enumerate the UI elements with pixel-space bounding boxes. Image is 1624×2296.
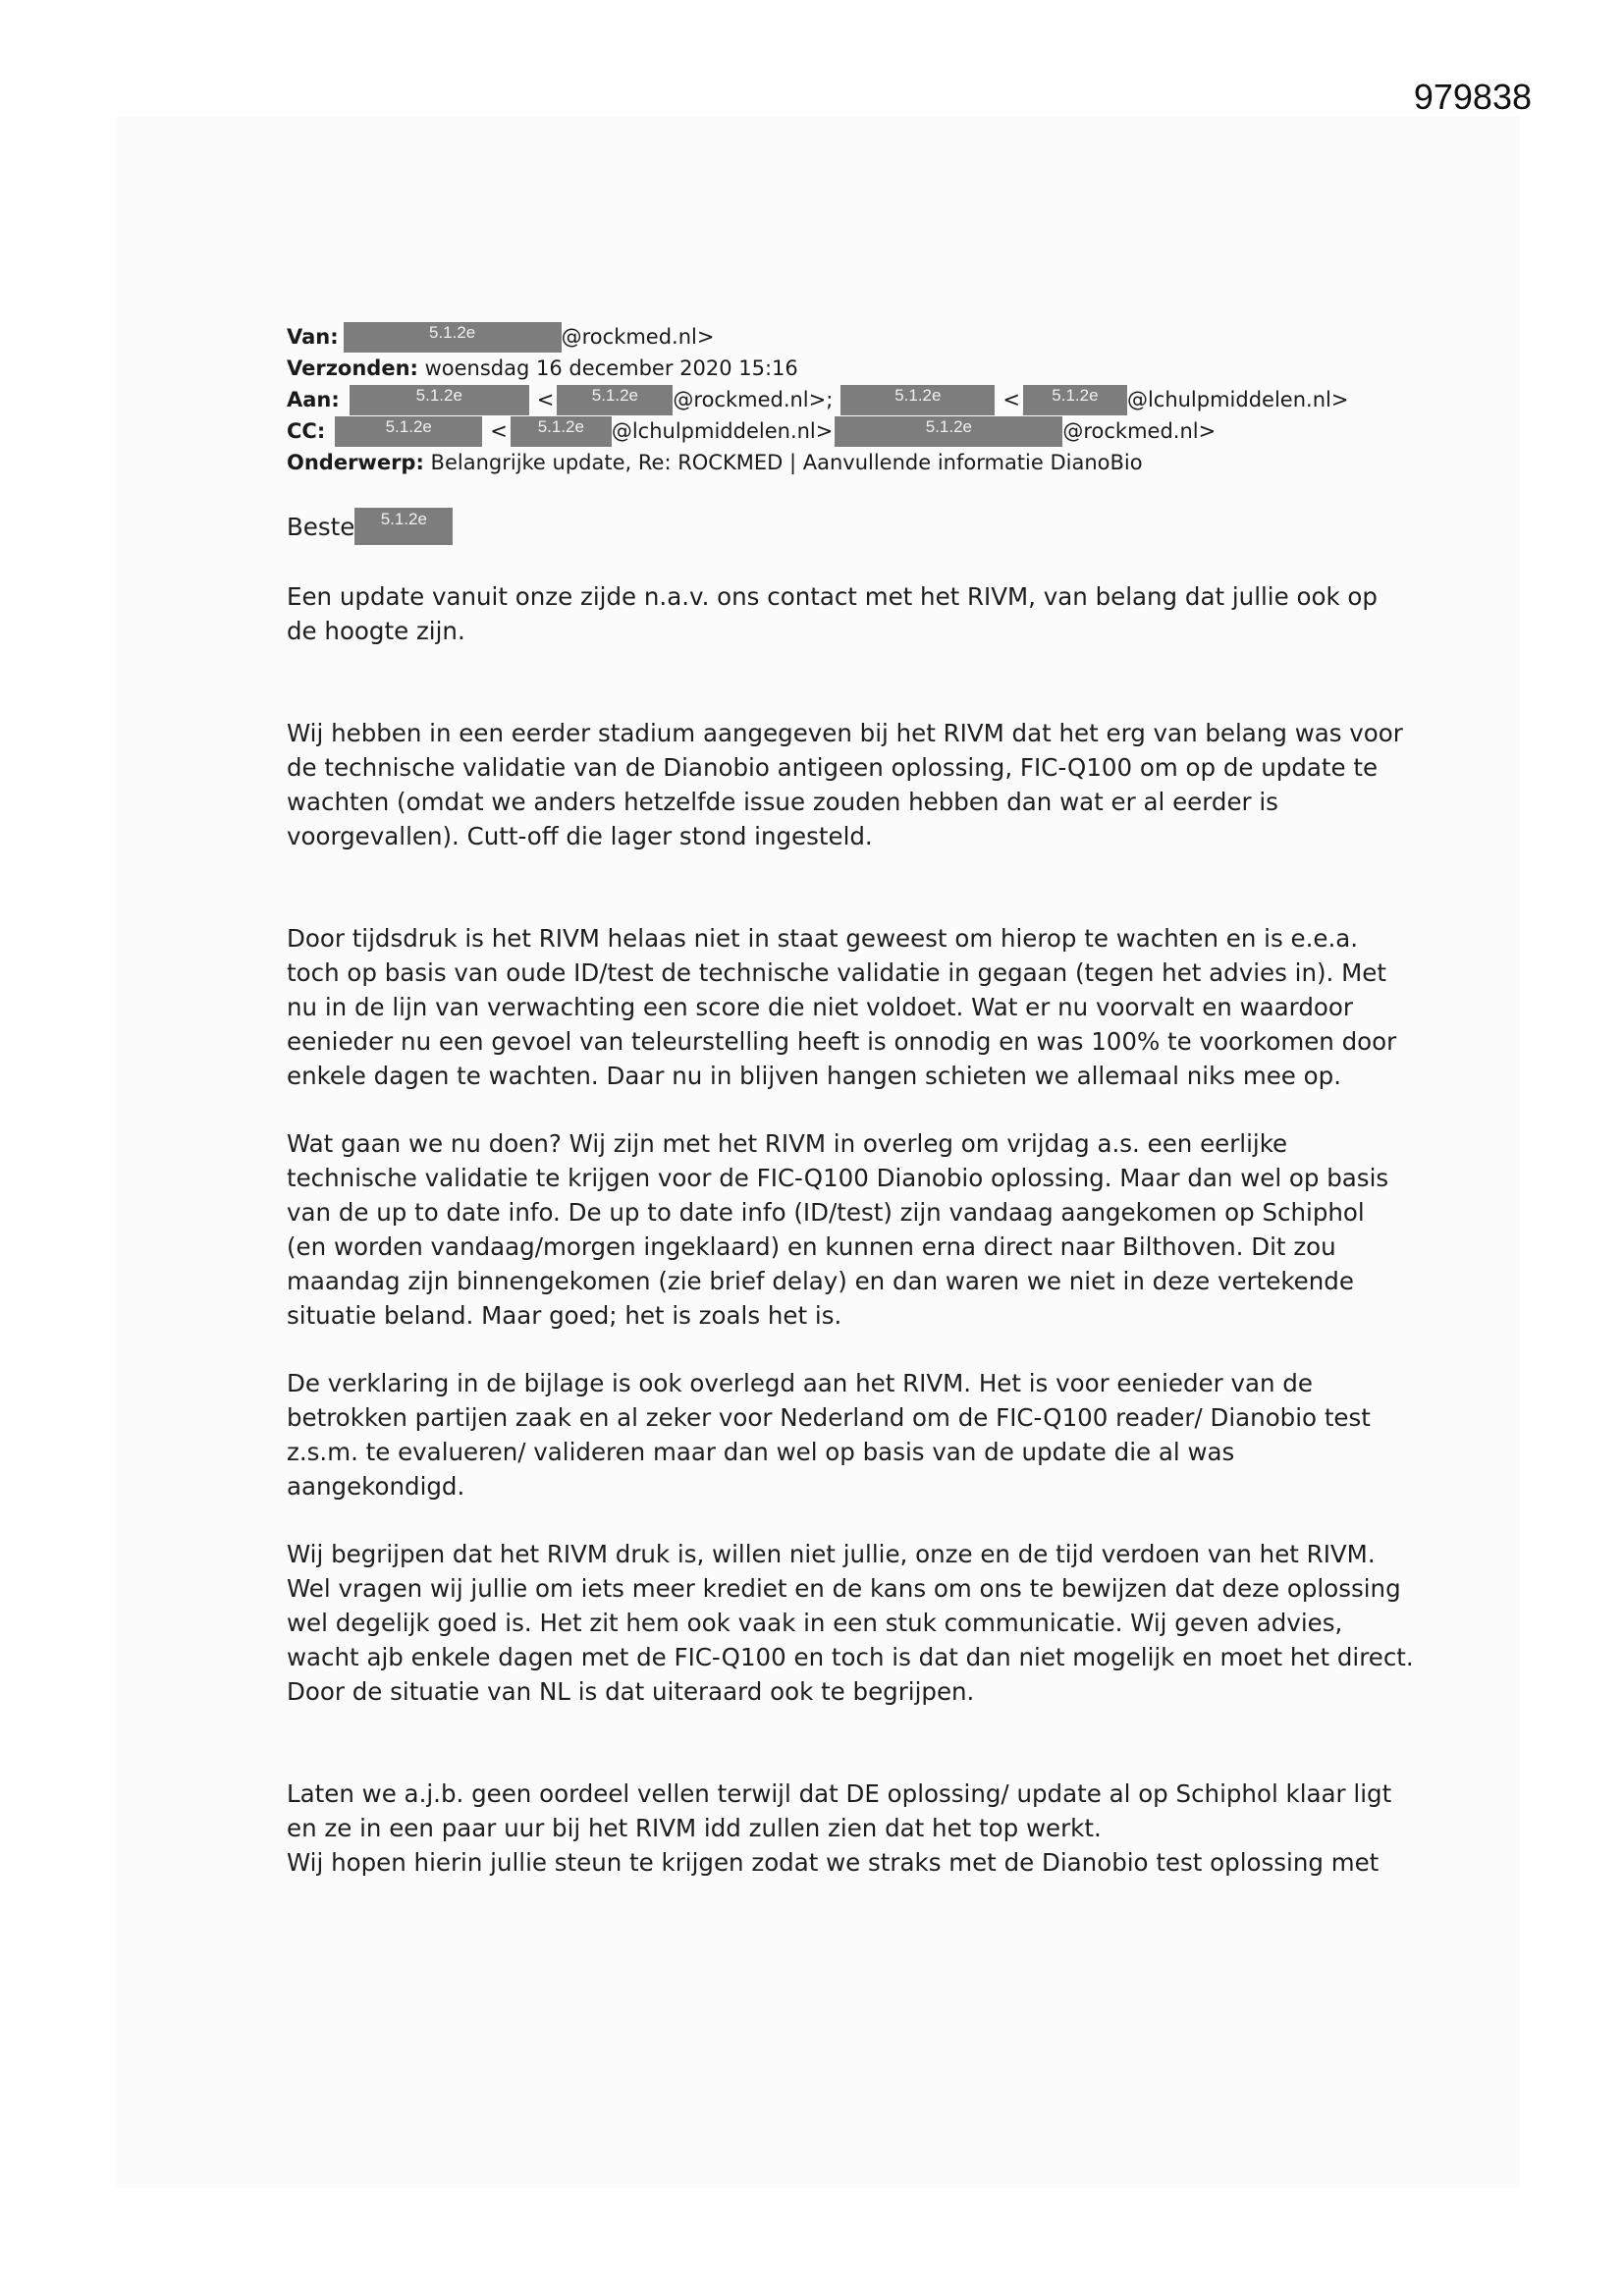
- text-line: de hoogte zijn.: [287, 617, 465, 645]
- text-line: en ze in een paar uur bij het RIVM idd zullen zien dat het top werkt.: [287, 1814, 1102, 1842]
- text-line: Wat gaan we nu doen? Wij zijn met het RIVM in overleg om vrijdag a.s. een eerlijke: [287, 1129, 1288, 1158]
- header-cc-row: [287, 415, 1348, 447]
- text-line: wachten (omdat we anders hetzelfde issue zouden hebben dan wat er al eerder is: [287, 788, 1278, 816]
- paragraph: [287, 579, 1378, 648]
- text-line: aangekondigd.: [287, 1472, 465, 1501]
- text-line: maandag zijn binnengekomen (zie brief delay) en dan waren we niet in deze vertekende: [287, 1267, 1354, 1295]
- paragraph: [287, 1845, 1379, 1880]
- text-line: Door tijdsdruk is het RIVM helaas niet in staat geweest om hierop te wachten en is e.e.a.: [287, 924, 1359, 953]
- text-line: z.s.m. te evalueren/ valideren maar dan wel op basis van de update die al was: [287, 1438, 1235, 1466]
- header-aan-row: [287, 384, 1348, 415]
- text-line: nu in de lijn van verwachting een score die niet voldoet. Wat er nu voorvalt en waardoor: [287, 993, 1353, 1021]
- aan-label: Aan:: [287, 388, 340, 411]
- text-line: voorgevallen). Cutt-off die lager stond ingesteld.: [287, 822, 873, 850]
- header-verzonden-row: [287, 353, 1348, 384]
- email-header: [287, 321, 1348, 478]
- text-line: Door de situatie van NL is dat uiteraard ook te begrijpen.: [287, 1677, 975, 1706]
- text-line: wel degelijk goed is. Het zit hem ook vaak in een stuk communicatie. Wij geven advies,: [287, 1609, 1343, 1637]
- van-label: Van:: [287, 325, 339, 349]
- angle-bracket: <: [536, 388, 555, 411]
- text-line: de technische validatie van de Dianobio antigeen oplossing, FIC-Q100 om op de update te: [287, 753, 1379, 782]
- cc-label: CC:: [287, 419, 326, 443]
- text-line: De verklaring in de bijlage is ook overlegd aan het RIVM. Het is voor eenieder van de: [287, 1369, 1313, 1397]
- redaction-box: 5.1.2e: [557, 385, 673, 415]
- text-line: Wij begrijpen dat het RIVM druk is, willen niet jullie, onze en de tijd verdoen van het RIVM.: [287, 1540, 1376, 1568]
- cc-email-domain: @lchulpmiddelen.nl>: [611, 419, 834, 443]
- text-line: Laten we a.j.b. geen oordeel vellen terwijl dat DE oplossing/ update al op Schiphol klaar ligt: [287, 1779, 1392, 1808]
- verzonden-value: woensdag 16 december 2020 15:16: [417, 356, 798, 380]
- text-line: Wij hebben in een eerder stadium aangegeven bij het RIVM dat het erg van belang was voor: [287, 719, 1403, 747]
- text-line: wacht ajb enkele dagen met de FIC-Q100 en toch is dat dan niet mogelijk en moet het direct.: [287, 1643, 1414, 1671]
- angle-bracket: <: [490, 419, 508, 443]
- paragraph: [287, 921, 1396, 1093]
- text-line: situatie beland. Maar goed; het is zoals het is.: [287, 1301, 842, 1330]
- salutation: [287, 508, 453, 545]
- aan-email-domain: @rockmed.nl>;: [673, 388, 834, 411]
- paragraph: [287, 1366, 1371, 1503]
- onderwerp-label: Onderwerp:: [287, 451, 424, 474]
- text-line: toch op basis van oude ID/test de technische validatie in gegaan (tegen het advies in). Met: [287, 958, 1386, 987]
- text-line: betrokken partijen zaak en al zeker voor Nederland om de FIC-Q100 reader/ Dianobio test: [287, 1403, 1371, 1432]
- text-line: Wel vragen wij jullie om iets meer krediet en de kans om ons te bewijzen dat deze oplossing: [287, 1574, 1401, 1603]
- header-onderwerp-row: [287, 447, 1348, 478]
- paragraph: [287, 1126, 1388, 1333]
- text-line: eenieder nu een gevoel van teleurstelling heeft is onnodig en was 100% te voorkomen door: [287, 1027, 1397, 1056]
- aan-email-domain: @lchulpmiddelen.nl>: [1126, 388, 1349, 411]
- paragraph: [287, 1537, 1414, 1709]
- verzonden-label: Verzonden:: [287, 356, 418, 380]
- paragraph: [287, 1777, 1391, 1845]
- text-line: enkele dagen te wachten. Daar nu in blijven hangen schieten we allemaal niks mee op.: [287, 1062, 1341, 1090]
- redaction-box: 5.1.2e: [344, 322, 562, 353]
- header-van-row: [287, 321, 1348, 353]
- redaction-box: 5.1.2e: [354, 508, 453, 545]
- paragraph: [287, 716, 1403, 853]
- redaction-box: 5.1.2e: [335, 416, 482, 447]
- redaction-box: 5.1.2e: [835, 416, 1062, 447]
- redaction-box: 5.1.2e: [511, 416, 612, 447]
- redaction-box: 5.1.2e: [350, 385, 529, 415]
- text-line: technische validatie te krijgen voor de FIC-Q100 Dianobio oplossing. Maar dan wel op basis: [287, 1164, 1389, 1192]
- text-line: (en worden vandaag/morgen ingeklaard) en kunnen erna direct naar Bilthoven. Dit zou: [287, 1232, 1336, 1261]
- cc-email-domain: @rockmed.nl>: [1062, 419, 1217, 443]
- van-email-domain: @rockmed.nl>: [561, 325, 715, 349]
- redaction-box: 5.1.2e: [840, 385, 995, 415]
- redaction-box: 5.1.2e: [1023, 385, 1127, 415]
- text-line: Wij hopen hierin jullie steun te krijgen zodat we straks met de Dianobio test oplossing met: [287, 1848, 1380, 1877]
- angle-bracket: <: [1002, 388, 1020, 411]
- document-number: 979838: [1413, 77, 1532, 117]
- text-line: van de up to date info. De up to date info (ID/test) zijn vandaag aangekomen op Schiphol: [287, 1198, 1365, 1227]
- text-line: Een update vanuit onze zijde n.a.v. ons contact met het RIVM, van belang dat jullie ook op: [287, 582, 1378, 611]
- salutation-text: Beste: [287, 512, 355, 541]
- onderwerp-value: Belangrijke update, Re: ROCKMED | Aanvullende informatie DianoBio: [423, 451, 1143, 474]
